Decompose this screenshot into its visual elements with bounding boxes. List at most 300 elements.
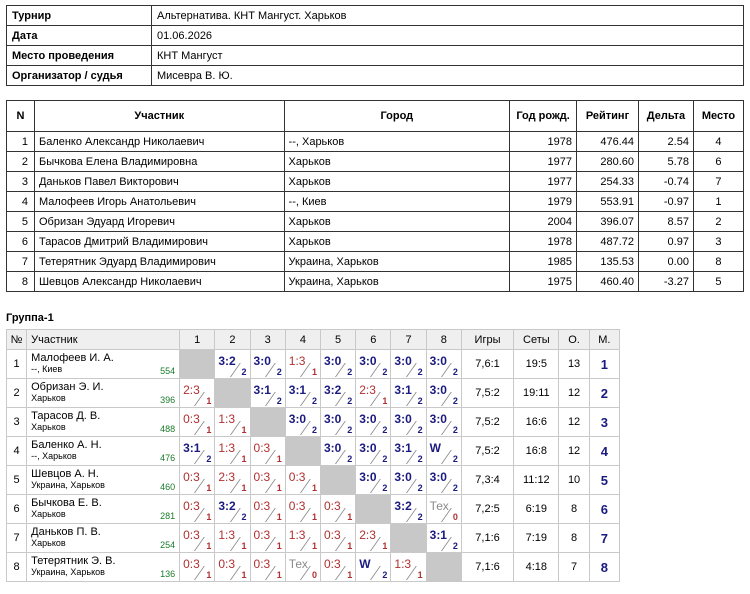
match-result-cell xyxy=(180,466,215,495)
match-points: 2 xyxy=(382,570,388,580)
grid-header-opponent: 4 xyxy=(285,330,320,350)
match-result-cell xyxy=(250,466,285,495)
match-result-cell xyxy=(215,408,250,437)
info-key: Организатор / судья xyxy=(7,66,152,86)
group-place: 6 xyxy=(589,495,619,524)
group-player-city: Украина, Харьков xyxy=(31,567,105,577)
match-result-cell xyxy=(215,466,250,495)
match-score: 3:1 xyxy=(253,383,271,397)
match-result-cell xyxy=(180,495,215,524)
match-score: 3:1 xyxy=(288,383,307,397)
participant-row xyxy=(7,172,744,192)
participant-city: Украина, Харьков xyxy=(284,272,510,292)
match-score: 1:3 xyxy=(288,528,306,542)
match-points: 1 xyxy=(311,483,317,493)
match-points: 1 xyxy=(206,396,212,406)
group-player-rating: 476 xyxy=(160,453,176,463)
participant-number: 3 xyxy=(7,172,35,192)
participant-number: 7 xyxy=(7,252,35,272)
participant-rating: 476.44 xyxy=(577,132,639,152)
match-result-cell xyxy=(180,437,215,466)
match-result-cell xyxy=(215,350,250,379)
match-result-cell xyxy=(320,350,355,379)
group-player-city: Харьков xyxy=(31,422,66,432)
participant-delta: 0.97 xyxy=(639,232,694,252)
group-points: 12 xyxy=(559,379,589,408)
participant-row xyxy=(7,232,744,252)
match-result-cell xyxy=(356,437,391,466)
match-points: 2 xyxy=(417,396,423,406)
participant-number: 6 xyxy=(7,232,35,252)
match-points: 0 xyxy=(311,570,317,580)
group-player-city: Харьков xyxy=(31,538,66,548)
match-result-cell xyxy=(426,524,461,553)
match-score: 3:0 xyxy=(429,354,447,368)
group-player-name: Бычкова Е. В. xyxy=(31,497,102,509)
info-row-tournament xyxy=(7,6,744,26)
match-points: 2 xyxy=(382,483,388,493)
match-points: 1 xyxy=(241,483,247,493)
group-sets: 19:5 xyxy=(514,350,559,379)
match-result-cell xyxy=(320,524,355,553)
participant-name: Даньков Павел Викторович xyxy=(34,172,284,192)
match-result-cell xyxy=(285,495,320,524)
group-games: 7,3:4 xyxy=(461,466,513,495)
participant-city: Харьков xyxy=(284,232,510,252)
match-score: 1:3 xyxy=(218,441,236,455)
group-grid xyxy=(6,329,620,582)
group-row-number: 8 xyxy=(7,553,27,582)
match-score: 3:0 xyxy=(394,354,412,368)
self-match-cell xyxy=(285,437,320,466)
info-key: Место проведения xyxy=(7,46,152,66)
participant-number: 4 xyxy=(7,192,35,212)
match-score: 3:0 xyxy=(394,412,412,426)
group-player-cell xyxy=(27,408,180,437)
grid-header-opponent: 1 xyxy=(180,330,215,350)
match-score: 0:3 xyxy=(183,412,200,426)
match-result-cell xyxy=(285,524,320,553)
match-result-cell xyxy=(215,437,250,466)
group-row-number: 4 xyxy=(7,437,27,466)
group-place: 2 xyxy=(589,379,619,408)
group-points: 13 xyxy=(559,350,589,379)
match-result-cell xyxy=(391,437,426,466)
group-header-row xyxy=(7,330,620,350)
group-sets: 7:19 xyxy=(514,524,559,553)
match-score: 3:2 xyxy=(323,383,342,397)
match-result-cell xyxy=(285,379,320,408)
group-place: 1 xyxy=(589,350,619,379)
participant-city: Харьков xyxy=(284,152,510,172)
match-score: 1:3 xyxy=(288,354,306,368)
match-score: 3:1 xyxy=(429,528,447,542)
self-match-cell xyxy=(250,408,285,437)
group-player-cell xyxy=(27,350,180,379)
participant-rating: 254.33 xyxy=(577,172,639,192)
group-sets: 19:11 xyxy=(514,379,559,408)
match-score: 0:3 xyxy=(323,528,341,542)
match-points: 1 xyxy=(206,425,212,435)
match-score: 3:1 xyxy=(183,441,201,455)
match-score: 3:2 xyxy=(218,499,236,513)
match-score: 0:3 xyxy=(253,499,271,513)
group-player-city: Харьков xyxy=(31,509,66,519)
match-score: 1:3 xyxy=(218,412,236,426)
match-points: 2 xyxy=(382,425,388,435)
group-games: 7,1:6 xyxy=(461,553,513,582)
group-points: 7 xyxy=(559,553,589,582)
match-points: 1 xyxy=(241,454,247,464)
group-points: 12 xyxy=(559,408,589,437)
participants-header-cell: Город xyxy=(284,101,510,132)
match-score: 3:0 xyxy=(429,470,447,484)
participant-number: 8 xyxy=(7,272,35,292)
grid-header-place: М. xyxy=(589,330,619,350)
participant-birth-year: 1977 xyxy=(510,152,577,172)
group-sets: 16:8 xyxy=(514,437,559,466)
match-score: 0:3 xyxy=(253,557,271,571)
match-result-cell xyxy=(356,524,391,553)
match-result-cell xyxy=(356,553,391,582)
participant-birth-year: 1978 xyxy=(510,132,577,152)
info-row-organizer xyxy=(7,66,744,86)
group-place: 7 xyxy=(589,524,619,553)
match-result-cell xyxy=(215,553,250,582)
match-points: 2 xyxy=(417,483,423,493)
group-player-cell xyxy=(27,495,180,524)
match-result-cell xyxy=(250,379,285,408)
participant-rating: 280.60 xyxy=(577,152,639,172)
group-row-number: 3 xyxy=(7,408,27,437)
match-score: 1:3 xyxy=(218,528,236,542)
match-points: 2 xyxy=(382,367,388,377)
participant-delta: -3.27 xyxy=(639,272,694,292)
match-points: 1 xyxy=(241,425,247,435)
participant-delta: 0.00 xyxy=(639,252,694,272)
participant-number: 5 xyxy=(7,212,35,232)
match-result-cell xyxy=(215,495,250,524)
participant-birth-year: 1979 xyxy=(510,192,577,212)
match-score: 0:3 xyxy=(253,470,271,484)
participants-header-cell: Рейтинг xyxy=(577,101,639,132)
participant-rating: 396.07 xyxy=(577,212,639,232)
match-points: 2 xyxy=(452,454,458,464)
participant-delta: 8.57 xyxy=(639,212,694,232)
self-match-cell xyxy=(320,466,355,495)
group-sets: 16:6 xyxy=(514,408,559,437)
participant-city: Харьков xyxy=(284,212,510,232)
match-score: 2:3 xyxy=(359,383,376,397)
participant-city: --, Киев xyxy=(284,192,510,212)
match-points: 1 xyxy=(206,512,212,522)
group-player-name: Тетерятник Э. В. xyxy=(31,555,116,567)
group-row-number: 7 xyxy=(7,524,27,553)
match-result-cell xyxy=(426,408,461,437)
participant-city: --, Харьков xyxy=(284,132,510,152)
group-points: 12 xyxy=(559,437,589,466)
match-points: 1 xyxy=(241,570,247,580)
match-points: 1 xyxy=(347,512,353,522)
participants-table xyxy=(6,100,744,292)
match-score: 0:3 xyxy=(183,528,200,542)
grid-header-opponent: 2 xyxy=(215,330,250,350)
group-place: 5 xyxy=(589,466,619,495)
group-games: 7,5:2 xyxy=(461,437,513,466)
self-match-cell xyxy=(180,350,215,379)
match-result-cell xyxy=(391,466,426,495)
match-result-cell xyxy=(285,466,320,495)
group-row-number: 1 xyxy=(7,350,27,379)
group-row xyxy=(7,524,620,553)
match-points: 2 xyxy=(417,454,423,464)
match-result-cell xyxy=(426,466,461,495)
match-score: 0:3 xyxy=(183,557,200,571)
match-score: 3:2 xyxy=(394,499,412,513)
participant-city: Украина, Харьков xyxy=(284,252,510,272)
participant-place: 3 xyxy=(693,232,743,252)
match-result-cell xyxy=(250,553,285,582)
participant-row xyxy=(7,152,744,172)
match-result-cell xyxy=(250,437,285,466)
match-score: 0:3 xyxy=(323,499,341,513)
match-score: 1:3 xyxy=(394,557,412,571)
match-score: 3:0 xyxy=(323,412,342,426)
match-score: W xyxy=(359,557,371,571)
match-points: 2 xyxy=(417,425,423,435)
match-result-cell xyxy=(426,437,461,466)
match-score: 0:3 xyxy=(288,470,306,484)
match-points: 2 xyxy=(417,367,423,377)
match-result-cell xyxy=(356,466,391,495)
group-player-city: Харьков xyxy=(31,393,66,403)
match-points: 1 xyxy=(311,541,317,551)
match-score: 0:3 xyxy=(253,441,271,455)
match-score: 3:1 xyxy=(394,441,412,455)
group-row xyxy=(7,553,620,582)
participant-rating: 460.40 xyxy=(577,272,639,292)
participants-header-cell: Участник xyxy=(34,101,284,132)
match-result-cell xyxy=(250,495,285,524)
participant-row xyxy=(7,252,744,272)
match-points: 1 xyxy=(276,541,282,551)
participant-row xyxy=(7,132,744,152)
match-points: 2 xyxy=(347,425,353,435)
participant-rating: 487.72 xyxy=(577,232,639,252)
match-points: 1 xyxy=(206,483,212,493)
match-points: 2 xyxy=(452,367,458,377)
match-points: 1 xyxy=(241,541,247,551)
group-games: 7,5:2 xyxy=(461,379,513,408)
grid-header-points: О. xyxy=(559,330,589,350)
match-result-cell xyxy=(285,350,320,379)
match-score: 0:3 xyxy=(288,499,306,513)
match-result-cell xyxy=(391,379,426,408)
match-result-cell xyxy=(391,553,426,582)
match-points: 2 xyxy=(347,454,353,464)
match-result-cell xyxy=(180,553,215,582)
group-player-city: --, Киев xyxy=(31,364,63,374)
grid-header-opponent: 6 xyxy=(356,330,391,350)
participant-place: 5 xyxy=(693,272,743,292)
match-result-cell xyxy=(250,350,285,379)
match-points: 1 xyxy=(311,367,317,377)
match-points: 0 xyxy=(452,512,458,522)
group-row xyxy=(7,437,620,466)
group-row-number: 6 xyxy=(7,495,27,524)
match-score: 0:3 xyxy=(323,557,341,571)
grid-header-opponent: 7 xyxy=(391,330,426,350)
info-key: Турнир xyxy=(7,6,152,26)
match-points: 1 xyxy=(417,570,423,580)
participant-delta: -0.97 xyxy=(639,192,694,212)
group-player-name: Шевцов А. Н. xyxy=(31,468,99,480)
match-points: 2 xyxy=(452,425,458,435)
group-player-rating: 554 xyxy=(160,366,176,376)
match-score: 2:3 xyxy=(359,528,376,542)
match-score: 0:3 xyxy=(183,499,200,513)
match-result-cell xyxy=(391,350,426,379)
participant-rating: 553.91 xyxy=(577,192,639,212)
participant-row xyxy=(7,192,744,212)
match-result-cell xyxy=(426,495,461,524)
match-points: 2 xyxy=(241,512,247,522)
match-score: 0:3 xyxy=(253,528,271,542)
match-score: W xyxy=(429,441,441,455)
match-points: 1 xyxy=(347,570,353,580)
group-player-cell xyxy=(27,379,180,408)
match-result-cell xyxy=(285,408,320,437)
group-player-name: Тарасов Д. В. xyxy=(31,410,101,422)
participant-place: 1 xyxy=(693,192,743,212)
grid-header-opponent: 8 xyxy=(426,330,461,350)
group-player-rating: 396 xyxy=(160,395,176,405)
participant-rating: 135.53 xyxy=(577,252,639,272)
participant-name: Бычкова Елена Владимировна xyxy=(34,152,284,172)
match-result-cell xyxy=(180,379,215,408)
match-points: 1 xyxy=(382,541,388,551)
group-place: 8 xyxy=(589,553,619,582)
info-key: Дата xyxy=(7,26,152,46)
match-points: 1 xyxy=(206,570,212,580)
group-player-cell xyxy=(27,466,180,495)
self-match-cell xyxy=(426,553,461,582)
group-player-name: Малофеев И. А. xyxy=(31,352,114,364)
match-points: 2 xyxy=(206,454,212,464)
participant-name: Обризан Эдуард Игоревич xyxy=(34,212,284,232)
match-points: 1 xyxy=(276,570,282,580)
match-points: 2 xyxy=(311,425,317,435)
participant-birth-year: 1978 xyxy=(510,232,577,252)
group-sets: 4:18 xyxy=(514,553,559,582)
group-player-name: Баленко А. Н. xyxy=(31,439,102,451)
match-result-cell xyxy=(320,437,355,466)
group-points: 8 xyxy=(559,524,589,553)
group-games: 7,2:5 xyxy=(461,495,513,524)
match-result-cell xyxy=(320,495,355,524)
match-score: 3:1 xyxy=(394,383,412,397)
match-points: 1 xyxy=(206,541,212,551)
group-games: 7,1:6 xyxy=(461,524,513,553)
group-player-rating: 136 xyxy=(160,569,176,579)
group-sets: 11:12 xyxy=(514,466,559,495)
match-score: 3:0 xyxy=(359,412,377,426)
match-score: 2:3 xyxy=(218,470,236,484)
match-result-cell xyxy=(320,408,355,437)
participant-name: Шевцов Александр Николаевич xyxy=(34,272,284,292)
participant-place: 4 xyxy=(693,132,743,152)
participant-place: 7 xyxy=(693,172,743,192)
group-player-cell xyxy=(27,437,180,466)
self-match-cell xyxy=(391,524,426,553)
match-score: 2:3 xyxy=(183,383,200,397)
participants-header-row xyxy=(7,101,744,132)
participant-row xyxy=(7,212,744,232)
participants-body xyxy=(7,132,744,292)
participant-birth-year: 1977 xyxy=(510,172,577,192)
group-grid-body xyxy=(7,350,620,582)
match-score: 3:0 xyxy=(323,441,342,455)
group-row xyxy=(7,408,620,437)
participant-name: Тарасов Дмитрий Владимирович xyxy=(34,232,284,252)
grid-header-sets: Сеты xyxy=(514,330,559,350)
match-result-cell xyxy=(180,408,215,437)
participants-header-cell: Год рожд. xyxy=(510,101,577,132)
group-row xyxy=(7,350,620,379)
info-row-venue xyxy=(7,46,744,66)
info-value: Альтернатива. КНТ Мангуст. Харьков xyxy=(152,6,744,26)
info-value: Мисевра В. Ю. xyxy=(152,66,744,86)
match-points: 1 xyxy=(276,512,282,522)
group-player-rating: 254 xyxy=(160,540,176,550)
match-points: 2 xyxy=(347,396,353,406)
match-score: 3:0 xyxy=(394,470,412,484)
match-result-cell xyxy=(356,408,391,437)
participant-place: 6 xyxy=(693,152,743,172)
participant-place: 8 xyxy=(693,252,743,272)
participant-number: 2 xyxy=(7,152,35,172)
match-score: 0:3 xyxy=(183,470,200,484)
match-points: 2 xyxy=(417,512,423,522)
group-sets: 6:19 xyxy=(514,495,559,524)
group-games: 7,5:2 xyxy=(461,408,513,437)
group-row-number: 2 xyxy=(7,379,27,408)
match-result-cell xyxy=(391,408,426,437)
group-player-city: --, Харьков xyxy=(31,451,77,461)
group-row xyxy=(7,495,620,524)
group-player-name: Даньков П. В. xyxy=(31,526,101,538)
match-score: Тех xyxy=(288,557,308,571)
participant-delta: 2.54 xyxy=(639,132,694,152)
group-player-city: Украина, Харьков xyxy=(31,480,105,490)
grid-header-opponent: 5 xyxy=(320,330,355,350)
match-result-cell xyxy=(285,553,320,582)
group-player-rating: 460 xyxy=(160,482,176,492)
match-points: 2 xyxy=(382,454,388,464)
group-title: Группа-1 xyxy=(6,312,54,324)
match-points: 2 xyxy=(452,396,458,406)
group-player-name: Обризан Э. И. xyxy=(31,381,104,393)
participant-delta: -0.74 xyxy=(639,172,694,192)
tournament-info-table xyxy=(6,5,744,86)
grid-header-player: Участник xyxy=(27,330,180,350)
group-row xyxy=(7,379,620,408)
group-points: 8 xyxy=(559,495,589,524)
self-match-cell xyxy=(356,495,391,524)
participant-row xyxy=(7,272,744,292)
group-place: 3 xyxy=(589,408,619,437)
match-score: 3:0 xyxy=(288,412,307,426)
